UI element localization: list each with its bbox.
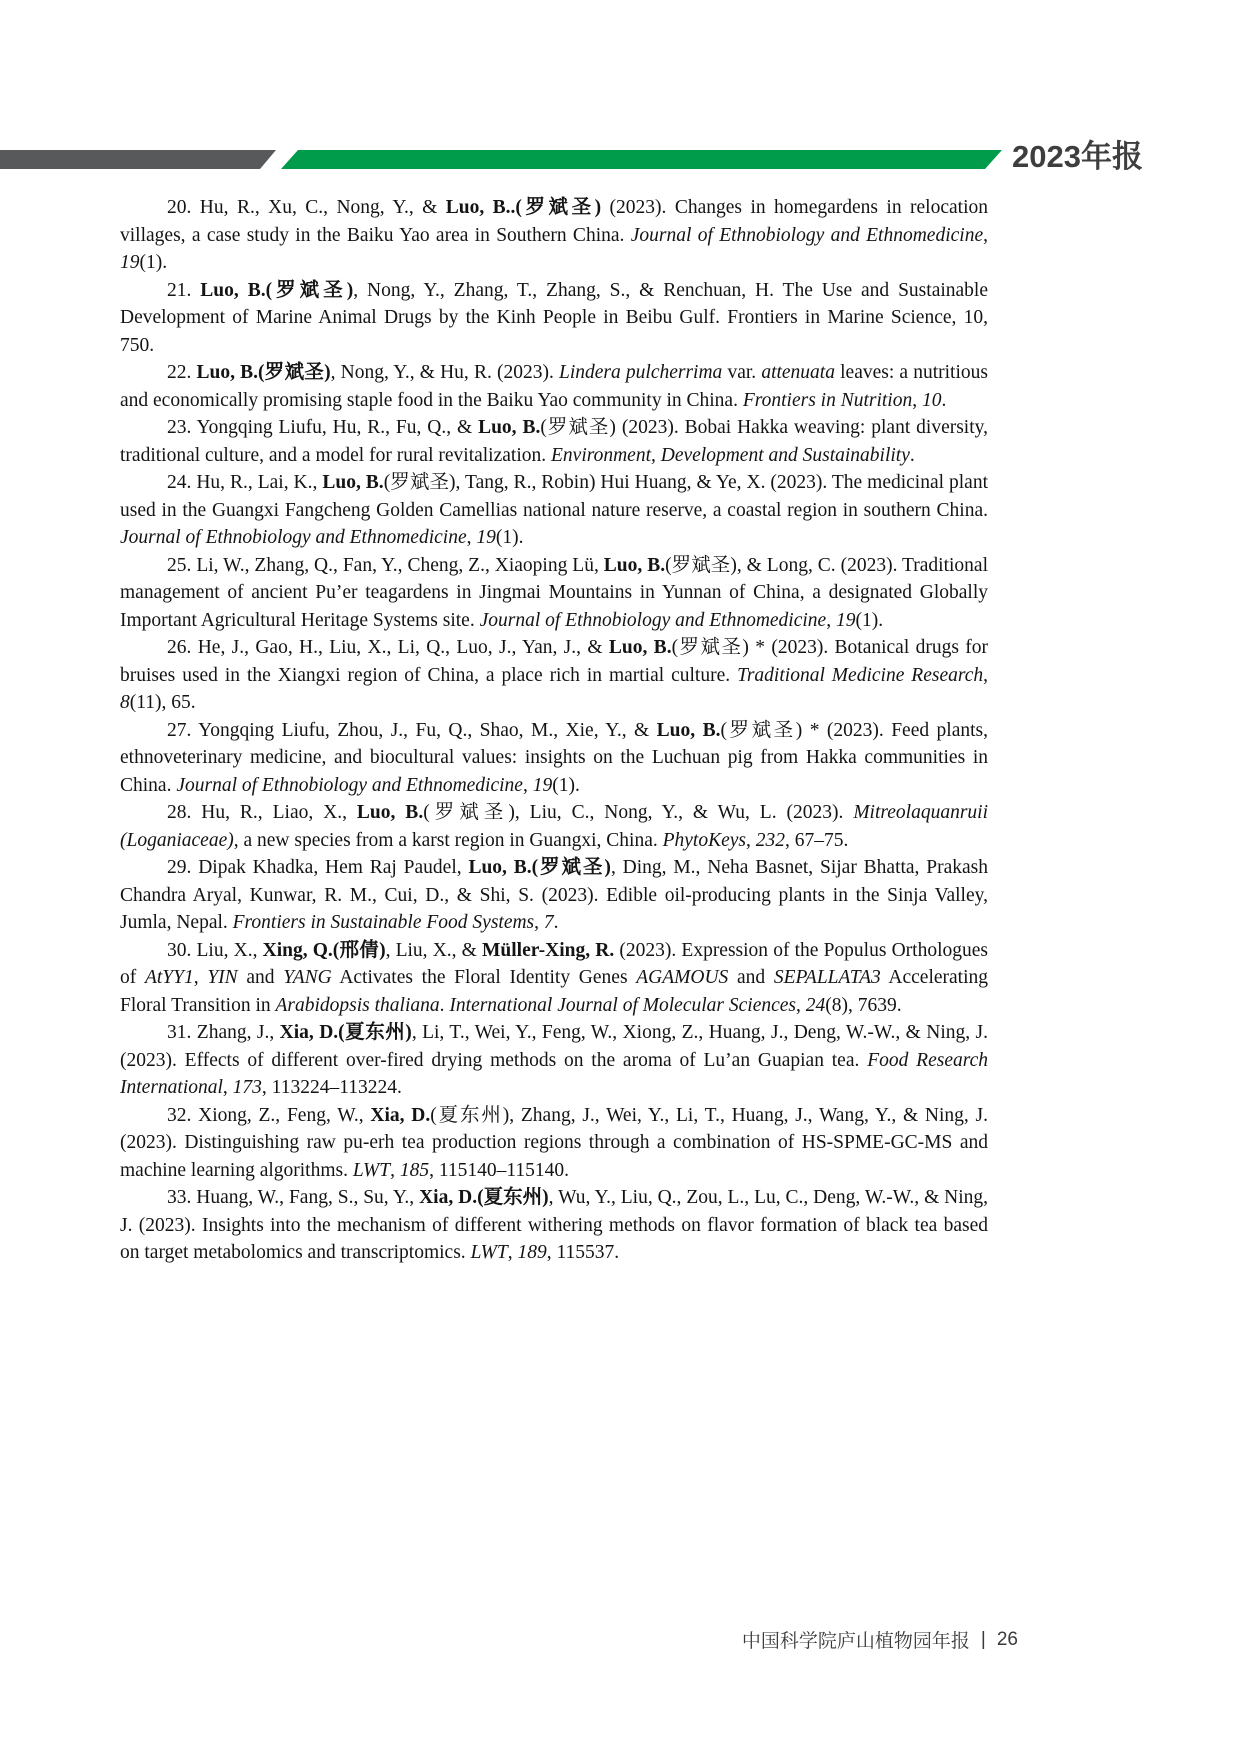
reference-item: 30. Liu, X., Xing, Q.(邢倩), Liu, X., & Müller-Xing, R. (2023). Expression of the Populus Orthologues of AtYY1, YIN and YANG Activates the Floral Identity Genes AGAMOUS and SEPALLATA3 Accelerating Floral Transition in Arabidopsis thaliana. International Journal of Molecular Sciences, 24(8), 7639.	[120, 939, 989, 1016]
reference-item: 28. Hu, R., Liao, X., Luo, B.(罗斌圣), Liu, C., Nong, Y., & Wu, L. (2023). Mitreolaquanruii (Loganiaceae), a new species from a karst region in Guangxi, China. PhytoKeys, 232, 67–75.	[120, 802, 989, 851]
references-list	[120, 194, 988, 1267]
footer-report-name: 中国科学院庐山植物园年报	[741, 1631, 970, 1652]
page-footer	[742, 1626, 1018, 1653]
reference-item: 27. Yongqing Liufu, Zhou, J., Fu, Q., Shao, M., Xie, Y., & Luo, B.(罗斌圣) * (2023). Feed plants, ethnoveterinary medicine, and biocultural values: insights on the Luchuan pig from Hakka communities in China. Journal of Ethnobiology and Ethnomedicine, 19(1).	[120, 719, 988, 796]
reference-item: 25. Li, W., Zhang, Q., Fan, Y., Cheng, Z., Xiaoping Lü, Luo, B.(罗斌圣), & Long, C. (2023). Traditional management of ancient Pu’er teagardens in Jingmai Mountains in Yunnan of China, a designated Globally Important Agricultural Heritage Systems site. Journal of Ethnobiology and Ethnomedicine, 19(1).	[120, 554, 988, 631]
reference-item: 31. Zhang, J., Xia, D.(夏东州), Li, T., Wei, Y., Feng, W., Xiong, Z., Huang, J., Deng, W.-W., & Ning, J. (2023). Effects of different over-fired drying methods on the aroma of Lu’an Guapian tea. Food Research International, 173, 113224–113224.	[120, 1022, 989, 1098]
footer-separator: |	[980, 1628, 986, 1650]
reference-item: 23. Yongqing Liufu, Hu, R., Fu, Q., & Luo, B.(罗斌圣) (2023). Bobai Hakka weaving: plant diversity, traditional culture, and a model for rural revitalization. Environment, Development and Sustainability.	[120, 417, 988, 466]
reference-item: 21. Luo, B.(罗斌圣), Nong, Y., Zhang, T., Zhang, S., & Renchuan, H. The Use and Sustainable Development of Marine Animal Drugs by the Kinh People in Beibu Gulf. Frontiers in Marine Science, 10, 750.	[120, 279, 988, 356]
footer-page-number: 26	[996, 1628, 1018, 1650]
page-title: 2023年报	[1012, 139, 1143, 174]
reference-item: 32. Xiong, Z., Feng, W., Xia, D.(夏东州), Zhang, J., Wei, Y., Li, T., Huang, J., Wang, Y., & Ning, J. (2023). Distinguishing raw pu-erh tea production regions through a combination of HS-SPME-GC-MS and machine learning algorithms. LWT, 185, 115140–115140.	[120, 1104, 988, 1181]
header-gray-bar	[0, 150, 276, 169]
reference-item: 33. Huang, W., Fang, S., Su, Y., Xia, D.(夏东州), Wu, Y., Liu, Q., Zou, L., Lu, C., Deng, W.-W., & Ning, J. (2023). Insights into the mechanism of different withering methods on flavor formation of black tea based on target metabolomics and transcriptomics. LWT, 189, 115537.	[120, 1187, 989, 1263]
reference-item: 22. Luo, B.(罗斌圣), Nong, Y., & Hu, R. (2023). Lindera pulcherrima var. attenuata leaves: a nutritious and economically promising staple food in the Baiku Yao community in China. Frontiers in Nutrition, 10.	[120, 362, 988, 411]
reference-item: 20. Hu, R., Xu, C., Nong, Y., & Luo, B..(罗斌圣) (2023). Changes in homegardens in relocation villages, a case study in the Baiku Yao area in Southern China. Journal of Ethnobiology and Ethnomedicine, 19(1).	[120, 197, 988, 273]
reference-item: 29. Dipak Khadka, Hem Raj Paudel, Luo, B.(罗斌圣), Ding, M., Neha Basnet, Sijar Bhatta, Prakash Chandra Aryal, Kunwar, R. M., Cui, D., & Shi, S. (2023). Edible oil-producing plants in the Sinja Valley, Jumla, Nepal. Frontiers in Sustainable Food Systems, 7.	[120, 857, 988, 933]
header-green-bar	[281, 150, 1002, 169]
reference-item: 24. Hu, R., Lai, K., Luo, B.(罗斌圣), Tang, R., Robin) Hui Huang, & Ye, X. (2023). The medicinal plant used in the Guangxi Fangcheng Golden Camellias national nature reserve, a coastal region in southern China. Journal of Ethnobiology and Ethnomedicine, 19(1).	[120, 472, 988, 548]
reference-item: 26. He, J., Gao, H., Liu, X., Li, Q., Luo, J., Yan, J., & Luo, B.(罗斌圣) * (2023). Botanical drugs for bruises used in the Xiangxi region of China, a place rich in martial culture. Traditional Medicine Research, 8(11), 65.	[120, 637, 988, 713]
